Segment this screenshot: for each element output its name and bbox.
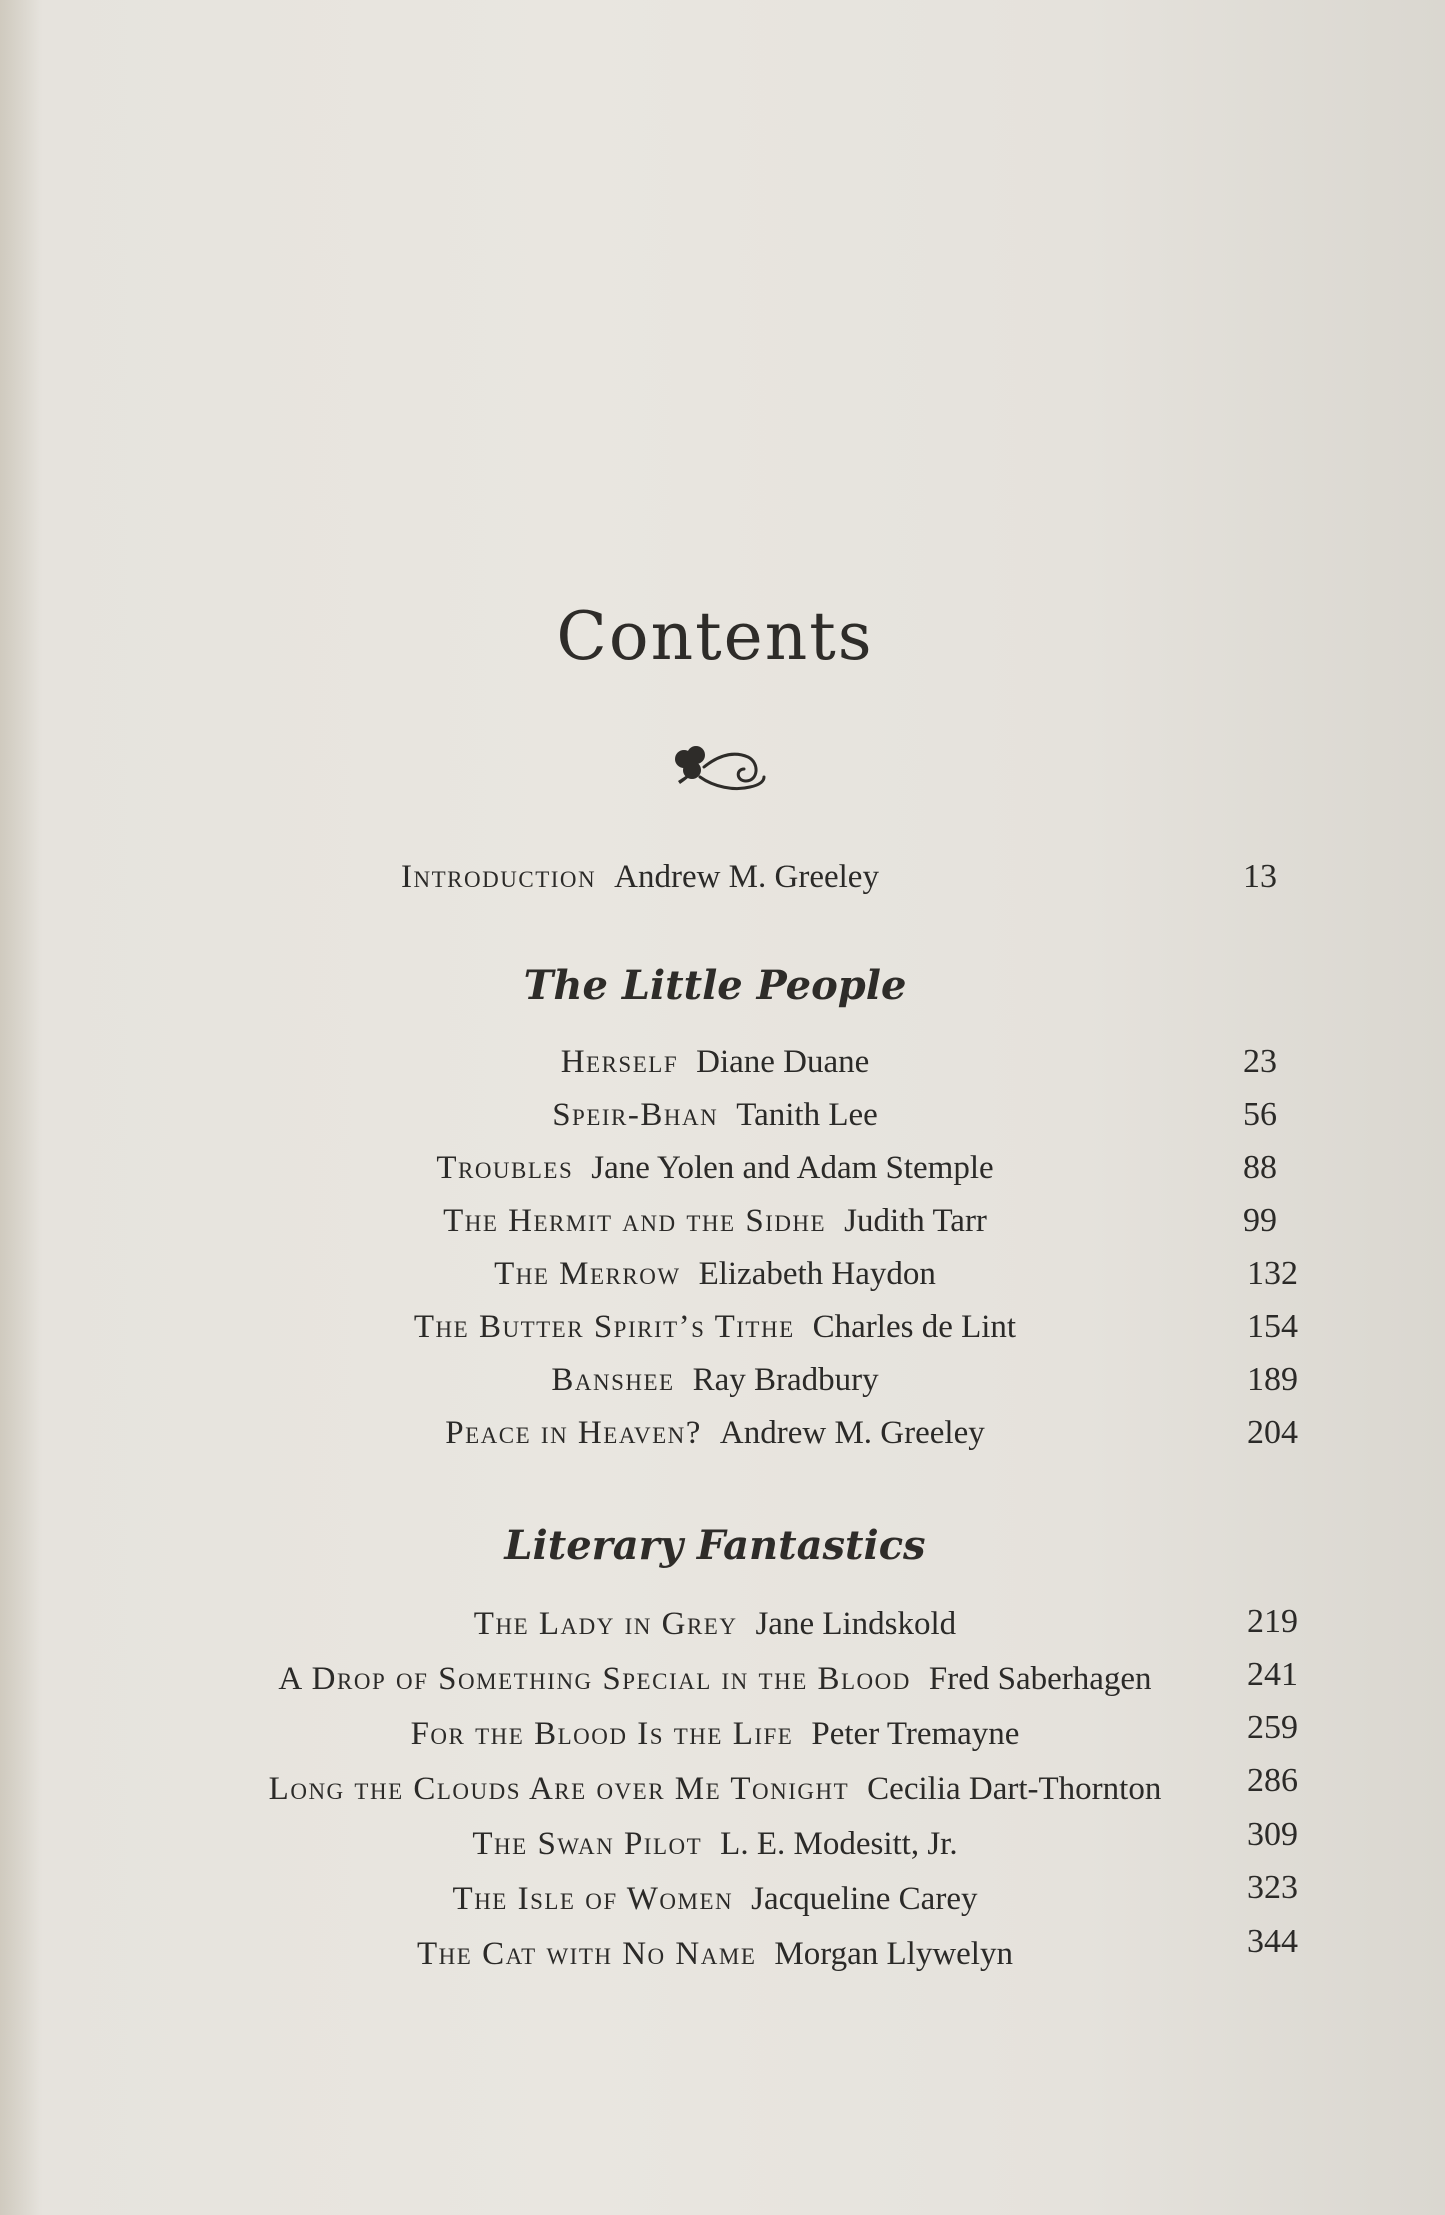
story-author: Judith Tarr [844,1203,987,1239]
story-author: Morgan Llywelyn [774,1936,1013,1972]
page-number: 88 [1243,1149,1277,1186]
story-author: Peter Tremayne [811,1716,1020,1752]
story-title: The Isle of Women [452,1881,734,1917]
story-title: The Swan Pilot [472,1826,703,1862]
page-number: 323 [1247,1869,1298,1906]
story-title: The Cat with No Name [417,1936,757,1972]
section-heading: The Little People [523,962,907,1009]
page-number: 309 [1247,1816,1298,1853]
story-author: Ray Bradbury [692,1362,879,1398]
story-title: The Lady in Grey [473,1606,738,1642]
story-author: Cecilia Dart-Thornton [867,1771,1162,1807]
story-title: The Butter Spirit’s Tithe [413,1309,795,1345]
story-author: Jane Lindskold [755,1606,957,1642]
story-author: Andrew M. Greeley [719,1415,985,1451]
story-author: Elizabeth Haydon [698,1256,936,1292]
page-number: 204 [1247,1414,1298,1451]
page-number: 241 [1247,1656,1298,1693]
page-number: 56 [1243,1096,1277,1133]
story-title: Peace in Heaven? [445,1415,702,1451]
story-author: Jane Yolen and Adam Stemple [591,1150,994,1186]
page-number: 219 [1247,1603,1298,1640]
story-author: Jacqueline Carey [751,1881,978,1917]
page-title: Contents [556,598,874,675]
story-title: Troubles [436,1150,574,1186]
story-title: Long the Clouds Are over Me Tonight [268,1771,850,1807]
story-title: A Drop of Something Special in the Blood [278,1661,911,1697]
page-number: 286 [1247,1762,1298,1799]
page-number: 189 [1247,1361,1298,1398]
story-author: L. E. Modesitt, Jr. [720,1826,958,1862]
story-title: Banshee [551,1362,675,1398]
shamrock-ornament-icon [664,737,768,797]
page-number: 259 [1247,1709,1298,1746]
story-author: Tanith Lee [736,1097,878,1133]
story-author: Diane Duane [696,1044,870,1080]
section-heading: Literary Fantastics [504,1522,926,1569]
story-author: Fred Saberhagen [928,1661,1152,1697]
page-number: 99 [1243,1202,1277,1239]
story-title: Introduction [401,859,597,895]
page-number: 23 [1243,1043,1277,1080]
page-number: 13 [1243,858,1277,895]
page-number: 154 [1247,1308,1298,1345]
page-number: 344 [1247,1923,1298,1960]
story-author: Andrew M. Greeley [614,859,879,895]
story-title: The Hermit and the Sidhe [443,1203,827,1239]
story-author: Charles de Lint [812,1309,1017,1345]
story-title: Speir-Bhan [552,1097,719,1133]
story-title: For the Blood Is the Life [410,1716,794,1752]
story-title: Herself [560,1044,679,1080]
story-title: The Merrow [494,1256,681,1292]
page-number: 132 [1247,1255,1298,1292]
